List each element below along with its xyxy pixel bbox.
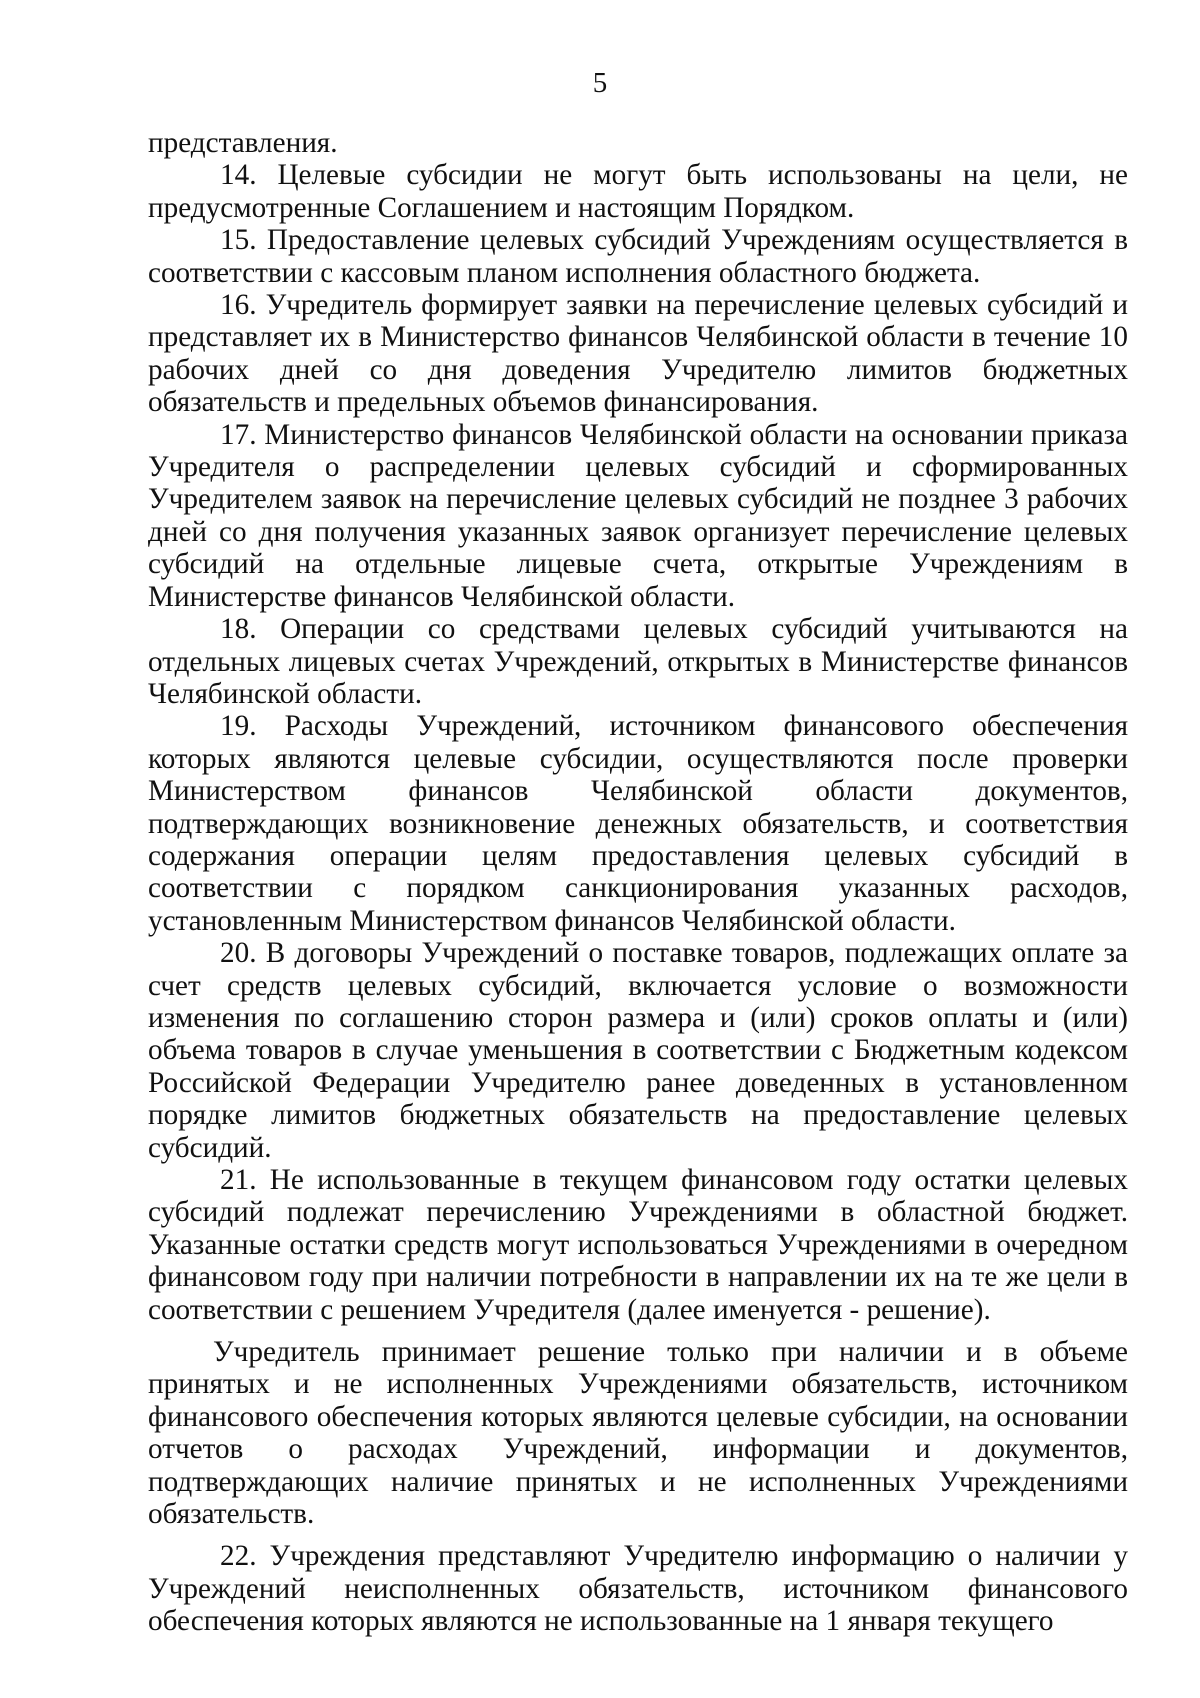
page-number: 5 xyxy=(592,67,608,99)
paragraph-16: 16. Учредитель формирует заявки на перечисление целевых субсидий и представляет их в Министерство финансов Челябинской области в течение 10 рабочих дней со дня доведения Учредителю лимитов бюджетных обязательств и предельных объемов финансирования. xyxy=(148,289,1128,419)
paragraph-17: 17. Министерство финансов Челябинской области на основании приказа Учредителя о распределении целевых субсидий и сформированных Учредителем заявок на перечисление целевых субсидий не позднее 3 рабочих дней со дня получения указанных заявок организует перечисление целевых субсидий на отдельные лицевые счета, открытые Учреждениям в Министерстве финансов Челябинской области. xyxy=(148,418,1128,613)
paragraph-14: 14. Целевые субсидии не могут быть использованы на цели, не предусмотренные Соглашением и настоящим Порядком. xyxy=(148,159,1128,224)
paragraph-22: 22. Учреждения представляют Учредителю информацию о наличии у Учреждений неисполненных обязательств, источником финансового обеспечения которых являются не использованные на 1 января текущего xyxy=(148,1540,1128,1638)
paragraph-21: 21. Не использованные в текущем финансовом году остатки целевых субсидий подлежат перечислению Учреждениями в областной бюджет. Указанные остатки средств могут использоваться Учреждениями в очередном финансовом году при наличии потребности в направлении их на те же цели в соответствии с решением Учредителя (далее именуется - решение). xyxy=(148,1164,1128,1326)
paragraph-continuation: представления. xyxy=(148,127,338,159)
paragraph-21-continuation: Учредитель принимает решение только при наличии и в объеме принятых и не исполненных Учреждениями обязательств, источником финансового обеспечения которых являются целевые субсидии, на основании отчетов о расходах Учреждений, информации и документов, подтверждающих наличие принятых и не исполненных Учреждениями обязательств. xyxy=(148,1336,1128,1531)
paragraph-15: 15. Предоставление целевых субсидий Учреждениям осуществляется в соответствии с кассовым планом исполнения областного бюджета. xyxy=(148,224,1128,289)
document-body xyxy=(148,127,1128,1638)
paragraph-19: 19. Расходы Учреждений, источником финансового обеспечения которых являются целевые субсидии, осуществляются после проверки Министерством финансов Челябинской области документов, подтверждающих возникновение денежных обязательств, и соответствия содержания операции целям предоставления целевых субсидий в соответствии с порядком санкционирования указанных расходов, установленным Министерством финансов Челябинской области. xyxy=(148,710,1128,937)
paragraph-18: 18. Операции со средствами целевых субсидий учитываются на отдельных лицевых счетах Учреждений, открытых в Министерстве финансов Челябинской области. xyxy=(148,613,1128,710)
paragraph-20: 20. В договоры Учреждений о поставке товаров, подлежащих оплате за счет средств целевых субсидий, включается условие о возможности изменения по соглашению сторон размера и (или) сроков оплаты и (или) объема товаров в случае уменьшения в соответствии с Бюджетным кодексом Российской Федерации Учредителю ранее доведенных в установленном порядке лимитов бюджетных обязательств на предоставление целевых субсидий. xyxy=(148,937,1128,1164)
